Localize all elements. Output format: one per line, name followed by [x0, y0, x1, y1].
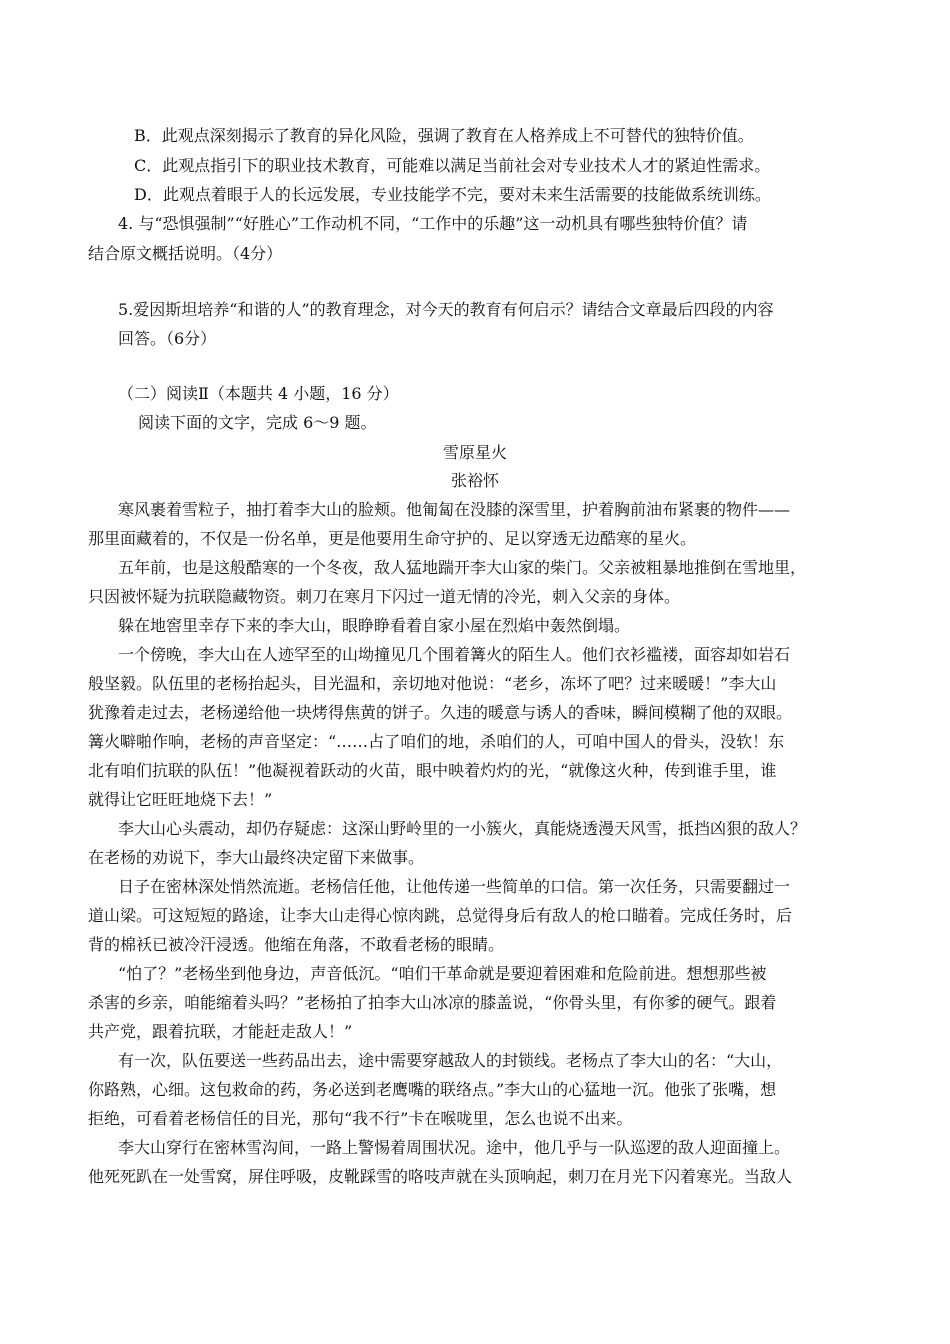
question-5-line-1: 5.爱因斯坦培养“和谐的人”的教育理念，对今天的教育有何启示？请结合文章最后四段的内容 — [118, 300, 774, 319]
article-line: 北有咱们抗联的队伍！”他凝视着跃动的火苗，眼中映着灼灼的光，“就像这火种，传到谁手里，谁 — [88, 761, 777, 780]
article-line: 李大山穿行在密林雪沟间，一路上警惕着周围状况。途中，他几乎与一队巡逻的敌人迎面撞上。 — [118, 1138, 791, 1157]
question-5-line-2: 回答。（6分） — [118, 329, 217, 348]
article-line: 日子在密林深处悄然流逝。老杨信任他，让他传递一些简单的口信。第一次任务，只需要翻过一 — [118, 877, 791, 896]
option-c: C．此观点指引下的职业技术教育，可能难以满足当前社会对专业技术人才的紧迫性需求。 — [134, 156, 771, 175]
article-line: 道山梁。可这短短的路途，让李大山走得心惊肉跳，总觉得身后有敌人的枪口瞄着。完成任务时，后 — [88, 906, 793, 925]
question-4-line-1: 4. 与“恐惧强制”“好胜心”工作动机不同，“工作中的乐趣”这一动机具有哪些独特价值？请 — [118, 214, 748, 233]
article-line: 你路熟，心细。这包救命的药，务必送到老鹰嘴的联络点。”李大山的心猛地一沉。他张了张嘴，想 — [88, 1080, 777, 1099]
article-title: 雪原星火 — [442, 443, 507, 462]
article-line: 拒绝，可看着老杨信任的目光，那句“我不行”卡在喉咙里，怎么也说不出来。 — [88, 1109, 633, 1128]
option-b: B．此观点深刻揭示了教育的异化风险，强调了教育在人格养成上不可替代的独特价值。 — [134, 126, 754, 145]
article-line: 他死死趴在一处雪窝，屏住呼吸，皮靴踩雪的咯吱声就在头顶响起，刺刀在月光下闪着寒光。当敌人 — [88, 1167, 793, 1186]
article-line: 犹豫着走过去，老杨递给他一块烤得焦黄的饼子。久违的暖意与诱人的香味，瞬间模糊了他的双眼。 — [88, 703, 793, 722]
article-line: 只因被怀疑为抗联隐藏物资。刺刀在寒月下闪过一道无情的冷光，刺入父亲的身体。 — [88, 587, 681, 606]
option-d: D．此观点着眼于人的长远发展，专业技能学不完，要对未来生活需要的技能做系统训练。 — [134, 185, 771, 204]
article-line: 一个傍晚，李大山在人迹罕至的山坳撞见几个围着篝火的陌生人。他们衣衫褴褛，面容却如岩石 — [118, 645, 791, 664]
article-line: 在老杨的劝说下，李大山最终决定留下来做事。 — [88, 848, 425, 867]
article-line: 有一次，队伍要送一些药品出去，途中需要穿越敌人的封锁线。老杨点了李大山的名：“大山， — [118, 1051, 783, 1070]
article-line: 篝火噼啪作响，老杨的声音坚定：“……占了咱们的地，杀咱们的人，可咱中国人的骨头，没软！东 — [88, 732, 785, 751]
article-line: “怕了？”老杨坐到他身边，声音低沉。“咱们干革命就是要迎着困难和危险前进。想想那些被 — [118, 964, 767, 983]
article-line: 五年前，也是这般酷寒的一个冬夜，敌人猛地踹开李大山家的柴门。父亲被粗暴地推倒在雪地里， — [118, 558, 807, 577]
article-line: 共产党，跟着抗联，才能赶走敌人！” — [88, 1022, 353, 1041]
article-line: 李大山心头震动，却仍存疑虑：这深山野岭里的一小簇火，真能烧透漫天风雪，抵挡凶狠的敌人？ — [118, 819, 807, 838]
article-line: 躲在地窖里幸存下来的李大山，眼睁睁看着自家小屋在烈焰中轰然倒塌。 — [118, 616, 631, 635]
article-line: 般坚毅。队伍里的老杨抬起头，目光温和，亲切地对他说：“老乡，冻坏了吧？过来暖暖！”李大山 — [88, 674, 777, 693]
question-4-line-2: 结合原文概括说明。（4分） — [88, 244, 283, 263]
article-line: 那里面藏着的，不仅是一份名单，更是他要用生命守护的、足以穿透无边酷寒的星火。 — [88, 529, 697, 548]
article-author: 张裕怀 — [450, 471, 499, 490]
section-instruction: 阅读下面的文字，完成 6～9 题。 — [138, 413, 377, 432]
article-line: 背的棉袄已被冷汗浸透。他缩在角落，不敢看老杨的眼睛。 — [88, 935, 505, 954]
article-line: 就得让它旺旺地烧下去！” — [88, 790, 273, 809]
section-heading: （二）阅读Ⅱ（本题共 4 小题，16 分） — [118, 384, 399, 403]
article-line: 杀害的乡亲，咱能缩着头吗？”老杨拍了拍李大山冰凉的膝盖说，“你骨头里，有你爹的硬气。跟着 — [88, 993, 777, 1012]
article-line: 寒风裹着雪粒子，抽打着李大山的脸颊。他匍匐在没膝的深雪里，护着胸前油布紧裹的物件—— — [118, 500, 791, 519]
